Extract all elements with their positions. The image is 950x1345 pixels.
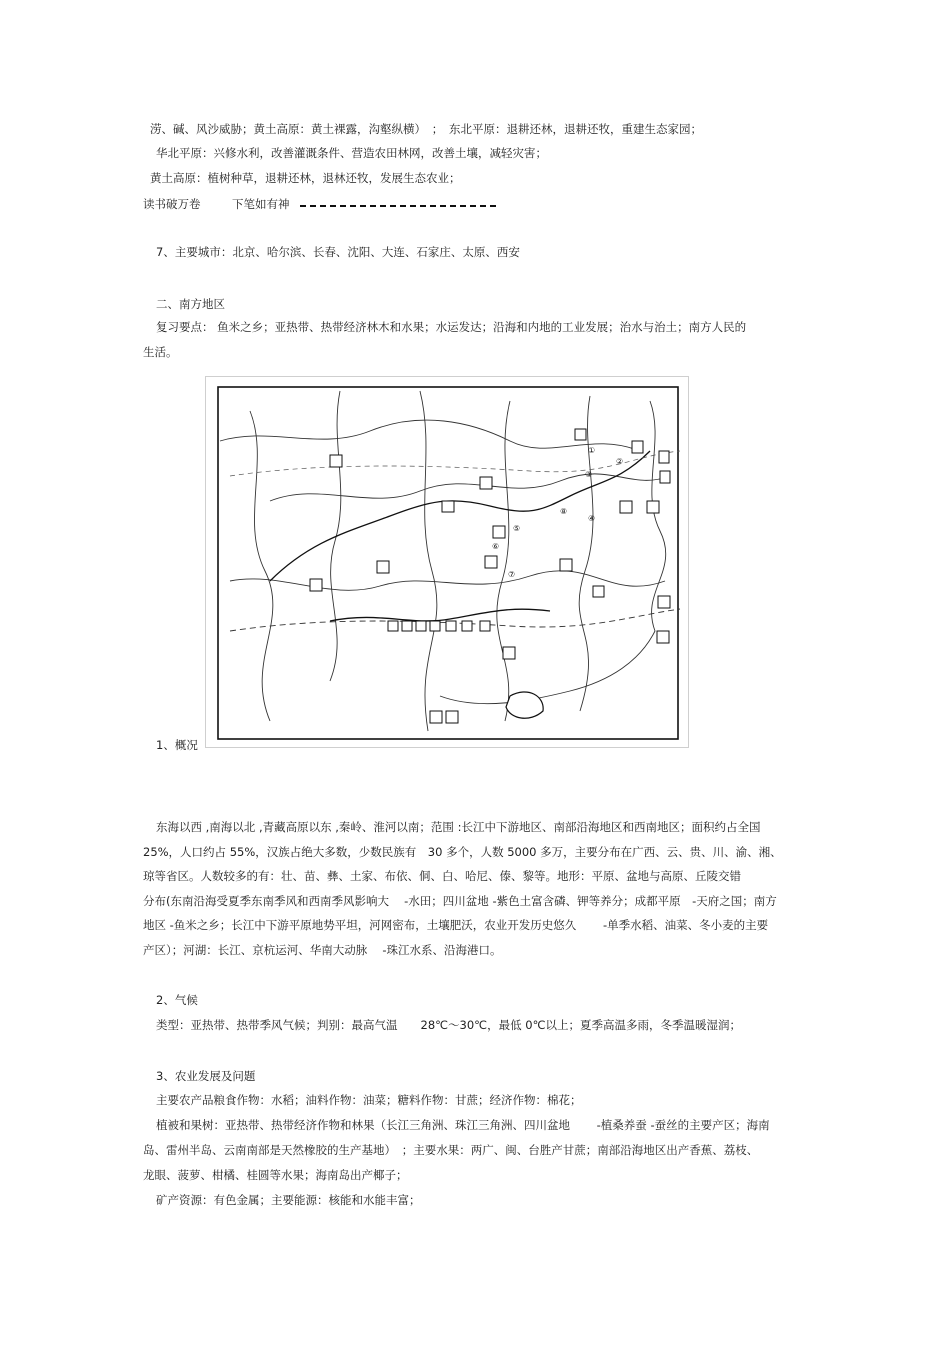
paragraph-line: 类型：亚热带、热带季风气候；判别：最高气温 28℃～30℃，最低 0℃以上；夏季高温多雨，冬季温暖湿润； — [156, 1018, 741, 1032]
dashed-rule — [300, 205, 496, 207]
map-label: ⑥ — [492, 542, 500, 551]
section-heading: 3、农业发展及问题 — [156, 1069, 256, 1083]
map-label: ⑦ — [508, 570, 516, 579]
map-label: ③ — [585, 470, 593, 479]
south-china-map — [205, 376, 689, 748]
paragraph-line: 矿产资源：有色金属；主要能源：核能和水能丰富； — [156, 1193, 421, 1207]
section-heading: 7、主要城市：北京、哈尔滨、长春、沈阳、大连、石家庄、太原、西安 — [156, 245, 520, 259]
paragraph-line: 东海以西 ,南海以北 ,青藏高原以东 ,秦岭、淮河以南；范围 :长江中下游地区、南部沿海地区和西南地区；面积约占全国 — [156, 820, 761, 834]
map-label: ⑧ — [560, 507, 568, 516]
paragraph-line: 龙眼、菠萝、柑橘、桂圆等水果；海南岛出产椰子； — [143, 1168, 408, 1182]
motto-left: 读书破万卷 — [143, 197, 201, 211]
text-line: 生活。 — [143, 345, 178, 359]
text-line: 复习要点： 鱼米之乡；亚热带、热带经济林木和水果；水运发达；沿海和内地的工业发展；治水与治土；南方人民的 — [156, 320, 747, 334]
text-line: 涝、碱、风沙威胁；黄土高原：黄土裸露，沟壑纵横） ； 东北平原：退耕还林，退耕还牧，重建生态家园； — [150, 122, 702, 136]
text-line: 华北平原：兴修水利，改善灌溉条件、营造农田林网，改善土壤，减轻灾害； — [156, 146, 547, 160]
paragraph-line: 主要农产品粮食作物：水稻；油料作物：油菜；糖料作物：甘蔗；经济作物：棉花； — [156, 1093, 582, 1107]
paragraph-line: 产区）；河湖：长江、京杭运河、华南大动脉 -珠江水系、沿海港口。 — [143, 943, 502, 957]
text-line: 黄土高原：植树种草，退耕还林，退林还牧，发展生态农业； — [150, 171, 461, 185]
paragraph-line: 岛、雷州半岛、云南南部是天然橡胶的生产基地） ；主要水果：两广、闽、台胜产甘蔗；南部沿海地区出产香蕉、荔枝、 — [143, 1143, 759, 1157]
section-heading: 2、气候 — [156, 993, 198, 1007]
paragraph-line: 分布(东南沿海受夏季东南季风和西南季风影响大 -水田；四川盆地 -紫色土富含磷、钾等养分；成都平原 -天府之国；南方 — [143, 894, 777, 908]
paragraph-line: 25%，人口约占 55%，汉族占绝大多数，少数民族有 30 多个，人数 5000 多万，主要分布在广西、云、贵、川、渝、湘、 — [143, 845, 782, 859]
map-label: ② — [616, 457, 624, 466]
paragraph-line: 琼等省区。人数较多的有：壮、苗、彝、土家、布依、侗、白、哈尼、傣、黎等。地形：平原、盆地与高原、丘陵交错 — [143, 869, 741, 883]
map-label: ⑤ — [513, 524, 521, 533]
section-heading: 二、南方地区 — [156, 297, 225, 311]
motto-right: 下笔如有神 — [232, 197, 290, 211]
paragraph-line: 植被和果树：亚热带、热带经济作物和林果（长江三角洲、珠江三角洲、四川盆地 -植桑养蚕 -蚕丝的主要产区；海南 — [156, 1118, 770, 1132]
map-label: ① — [588, 446, 596, 455]
map-drawing — [210, 381, 684, 743]
map-label: ④ — [588, 514, 596, 523]
section-heading: 1、概况 — [156, 738, 198, 752]
paragraph-line: 地区 -鱼米之乡；长江中下游平原地势平坦，河网密布，土壤肥沃，农业开发历史悠久 -单季水稻、油菜、冬小麦的主要 — [143, 918, 769, 932]
